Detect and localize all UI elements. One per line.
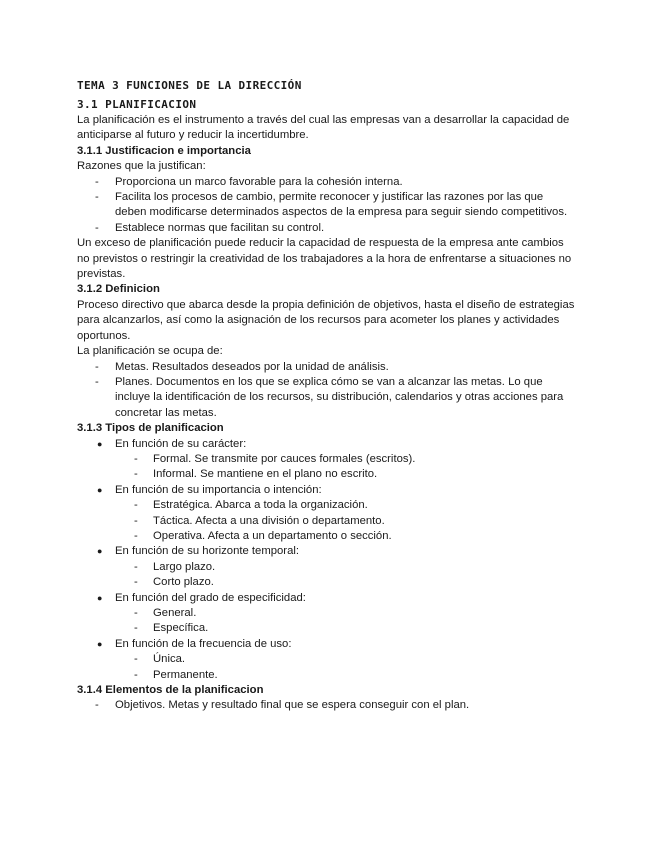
section-title: 3.1 PLANIFICACION [77, 98, 197, 111]
list-item: - Operativa. Afecta a un departamento o sección. [115, 529, 577, 544]
dash-marker: - [95, 375, 99, 388]
list-item: ● En función de su carácter: - Formal. Se transmite por cauces formales (escritos). - Informal. Se mantiene en el plano no escrito. [77, 437, 577, 483]
heading-3-1-4: 3.1.4 Elementos de la planificacion [77, 684, 264, 697]
intro-paragraph: La planificación es el instrumento a través del cual las empresas van a desarrollar la capacidad de anticiparse al futuro y reducir la incertidumbre. [77, 114, 570, 142]
list-item: - Específica. [115, 621, 577, 636]
definition-paragraph: Proceso directivo que abarca desde la propia definición de objetivos, hasta el diseño de estrategias para alcanzarlos, así como la asignación de los recursos para acometer los planes y actividades oportunos. [77, 298, 575, 342]
list-item: - Informal. Se mantiene en el plano no escrito. [115, 467, 577, 482]
list-item: - Formal. Se transmite por cauces formales (escritos). [115, 452, 577, 467]
list-item: - Metas. Resultados deseados por la unidad de análisis. [77, 360, 577, 375]
scope-list [77, 360, 577, 422]
bullet-marker: ● [97, 484, 103, 495]
sub-list [115, 606, 577, 637]
list-item: - Corto plazo. [115, 575, 577, 590]
heading-3-1-1: 3.1.1 Justificacion e importancia [77, 144, 251, 157]
dash-marker: - [134, 529, 138, 542]
heading-3-1-2: 3.1.2 Definicion [77, 283, 160, 296]
bullet-marker: ● [97, 546, 103, 557]
dash-marker: - [134, 668, 138, 681]
sub-list [115, 560, 577, 591]
dash-marker: - [134, 514, 138, 527]
dash-marker: - [134, 576, 138, 589]
bullet-marker: ● [97, 438, 103, 449]
dash-marker: - [134, 468, 138, 481]
list-item: ● En función de la frecuencia de uso: - Única. - Permanente. [77, 637, 577, 683]
list-item: ● En función del grado de especificidad: - General. - Específica. [77, 591, 577, 637]
document-title: TEMA 3 FUNCIONES DE LA DIRECCIÓN [77, 79, 302, 92]
list-item: - Planes. Documentos en los que se explica cómo se van a alcanzar las metas. Lo que incluye la identificación de los recursos, su distribución, calendarios y otras acciones para concretar las metas. [95, 375, 564, 419]
dash-marker: - [95, 699, 99, 712]
dash-marker: - [134, 560, 138, 573]
reasons-list [77, 175, 577, 237]
heading-3-1-3: 3.1.3 Tipos de planificacion [77, 422, 224, 435]
list-item: - Única. [115, 652, 577, 667]
scope-lead: La planificación se ocupa de: [77, 345, 223, 358]
bullet-marker: ● [97, 638, 103, 649]
list-item: - Objetivos. Metas y resultado final que se espera conseguir con el plan. [77, 698, 577, 713]
reasons-lead: Razones que la justifican: [77, 160, 206, 173]
elements-list [77, 698, 577, 713]
list-item: ● En función de su horizonte temporal: - Largo plazo. - Corto plazo. [77, 544, 577, 590]
list-item: - General. [115, 606, 577, 621]
dash-marker: - [134, 452, 138, 465]
excess-note: Un exceso de planificación puede reducir la capacidad de respuesta de la empresa ante cambios no previstos o restringir la creatividad de los trabajadores a la hora de enfrentarse a situaciones no previstas. [77, 237, 572, 281]
sub-list [115, 452, 577, 483]
dash-marker: - [134, 499, 138, 512]
bullet-marker: ● [97, 592, 103, 603]
dash-marker: - [134, 622, 138, 635]
list-item: - Establece normas que facilitan su control. [77, 221, 577, 236]
dash-marker: - [95, 175, 99, 188]
dash-marker: - [95, 360, 99, 373]
list-item: - Táctica. Afecta a una división o departamento. [115, 514, 577, 529]
list-item: - Largo plazo. [115, 560, 577, 575]
sub-list [115, 652, 577, 683]
document-page [77, 78, 577, 714]
dash-marker: - [95, 221, 99, 234]
dash-marker: - [134, 653, 138, 666]
dash-marker: - [134, 607, 138, 619]
list-item: - Facilita los procesos de cambio, permite reconocer y justificar las razones por las que deben modificarse determinados aspectos de la empresa para seguir siendo competitivos. [95, 191, 568, 219]
types-list [77, 437, 577, 684]
list-item: - Estratégica. Abarca a toda la organización. [115, 498, 577, 513]
list-item: ● En función de su importancia o intención: - Estratégica. Abarca a toda la organización. - Táctica. Afecta a una división o departamento. - Operativa. Afecta a un departamento o sección. [77, 483, 577, 545]
sub-list [115, 498, 577, 544]
dash-marker: - [95, 191, 99, 204]
list-item: - Permanente. [115, 668, 577, 683]
list-item: - Proporciona un marco favorable para la cohesión interna. [77, 175, 577, 190]
